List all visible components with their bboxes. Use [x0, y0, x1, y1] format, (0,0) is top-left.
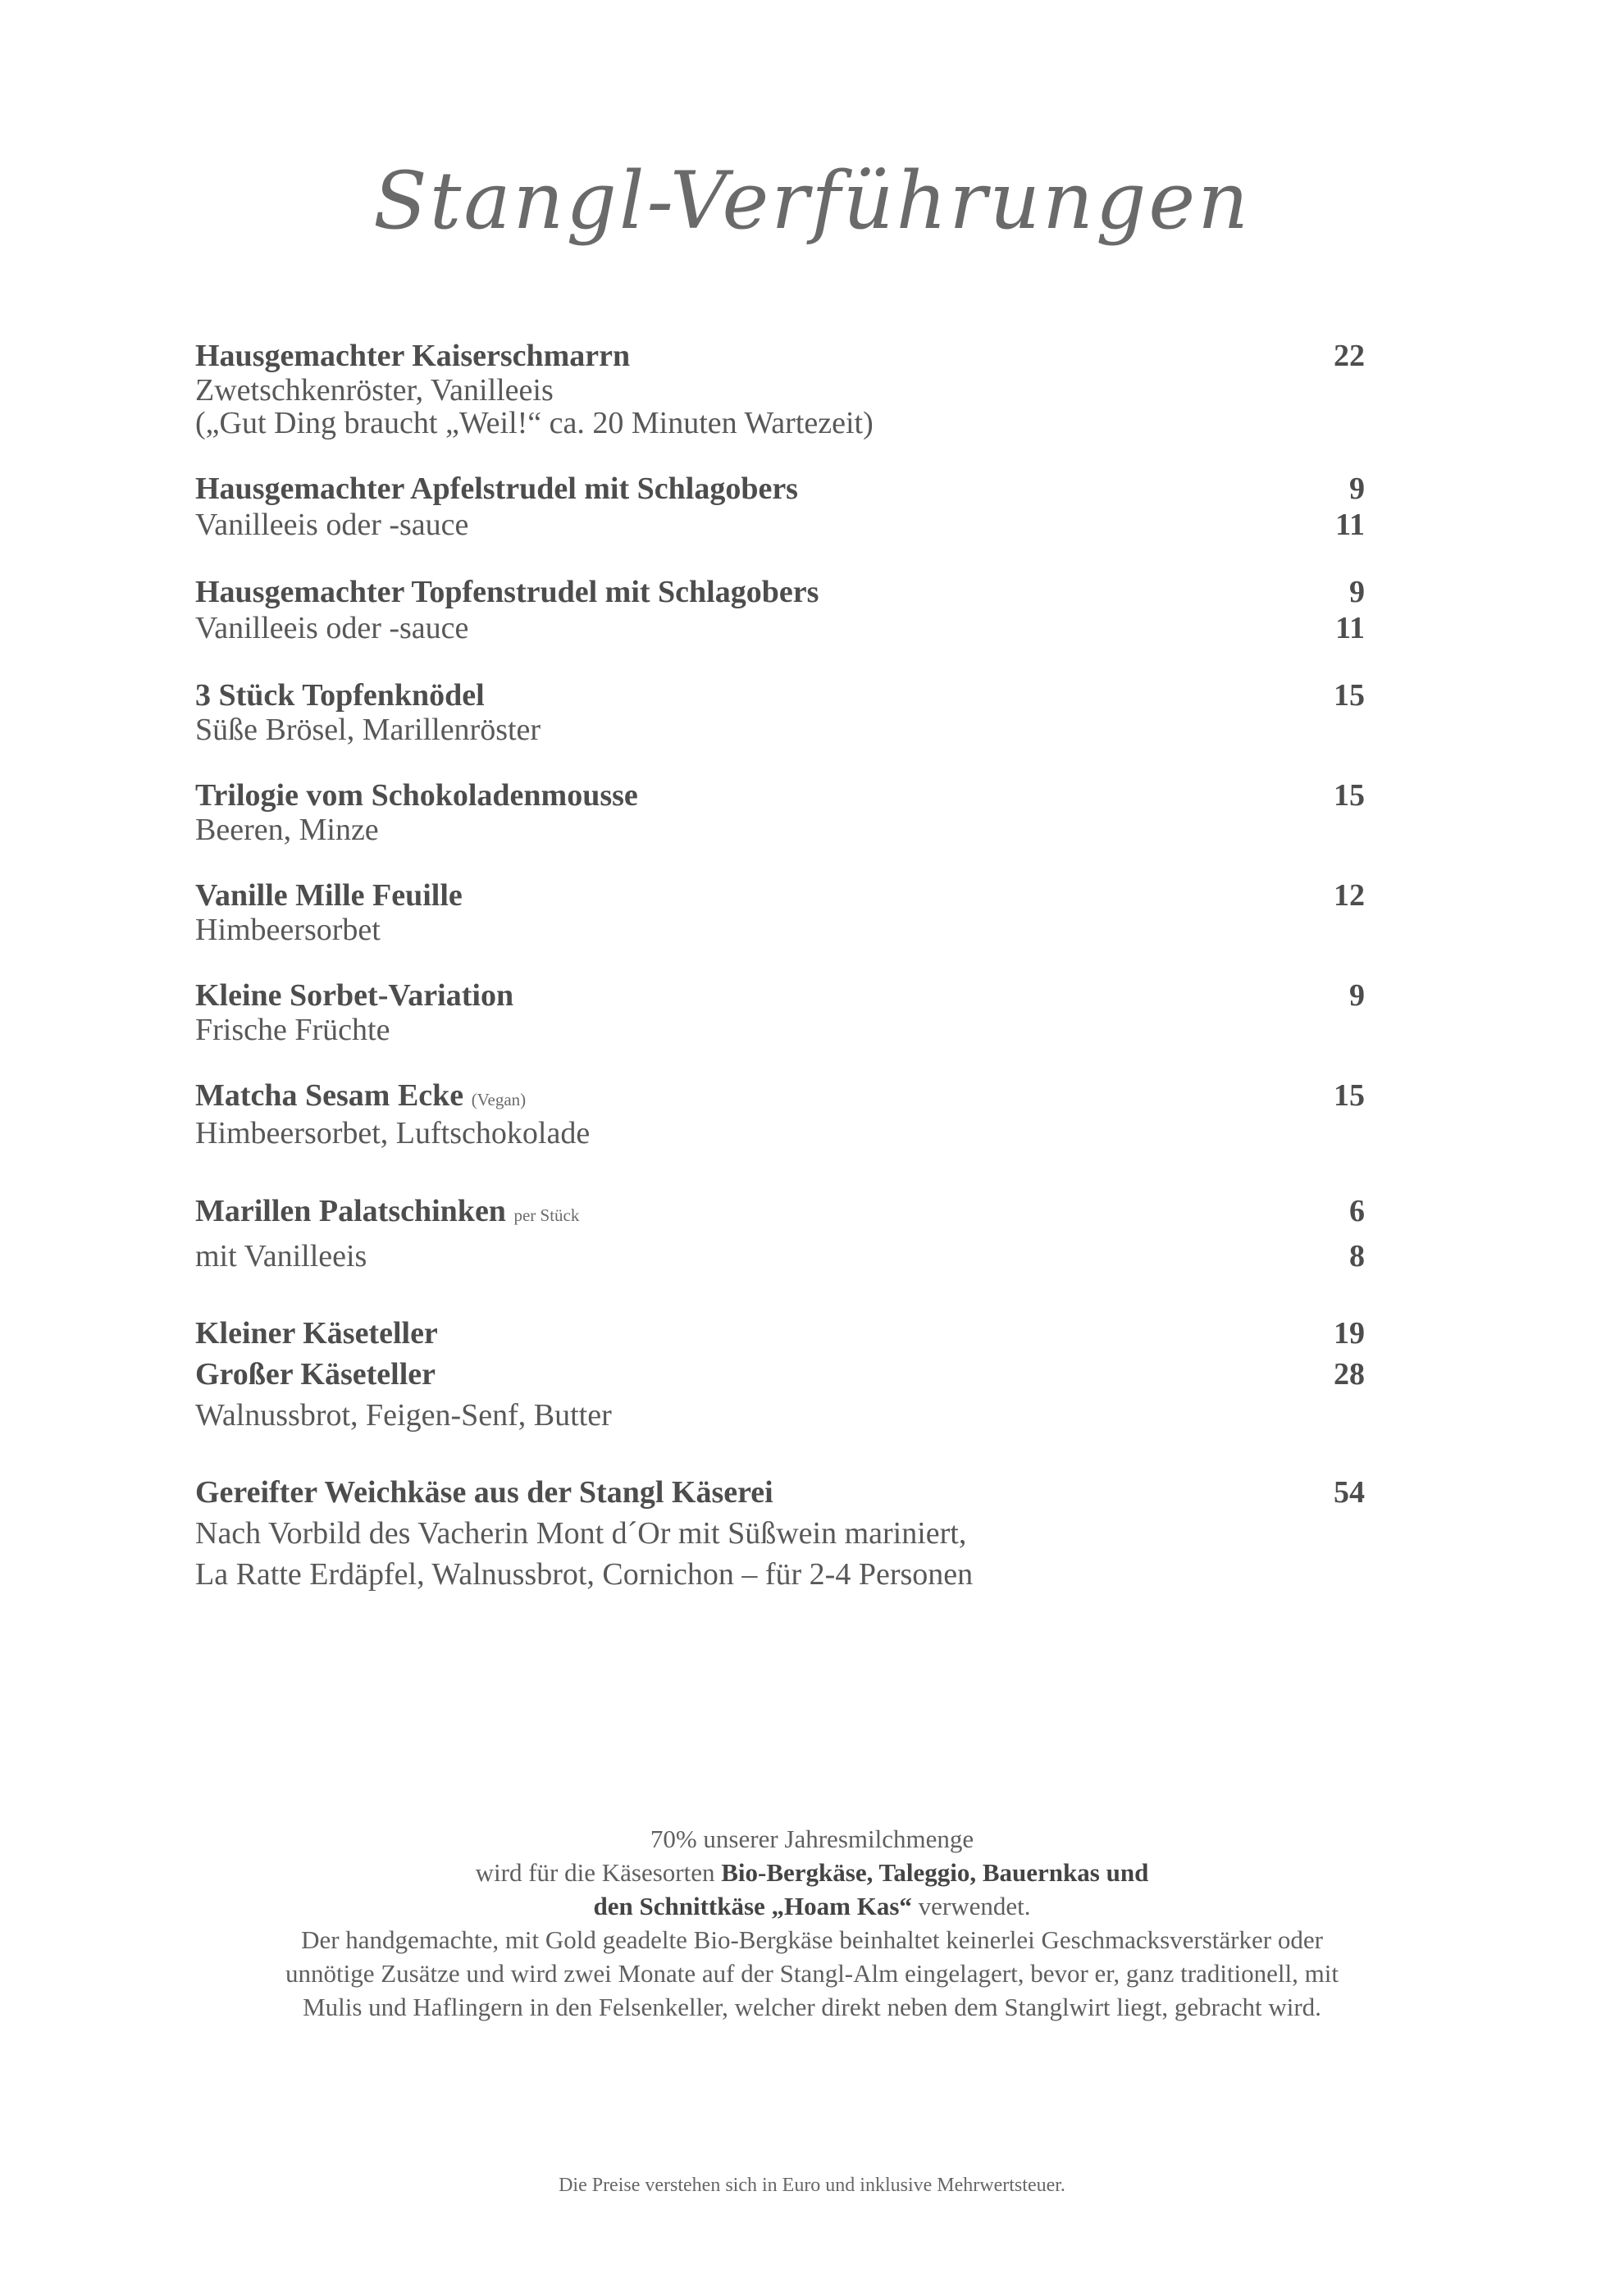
dish-price: 15	[1334, 678, 1365, 713]
description-line: mit Vanilleeis	[195, 1239, 367, 1273]
menu-item-header	[195, 1313, 1365, 1354]
menu-item-header	[195, 677, 1365, 713]
description-line: Nach Vorbild des Vacherin Mont d´Or mit Süßwein mariniert,	[195, 1516, 967, 1551]
cheese-info	[0, 1822, 1624, 2024]
dish-price: 54	[1334, 1475, 1365, 1510]
description-line: Zwetschkenröster, Vanilleeis	[195, 373, 554, 408]
option-price: 11	[1335, 508, 1365, 542]
menu-item-header	[195, 777, 1365, 813]
dish-name: Kleine Sorbet-Variation	[195, 978, 514, 1013]
dish-description	[195, 1513, 1365, 1554]
cheese-info-line: 70% unserer Jahresmilchmenge	[650, 1824, 974, 1853]
menu-item-header	[195, 1077, 1365, 1117]
dish-price: 15	[1334, 778, 1365, 813]
menu-item-header	[195, 1354, 1365, 1395]
dish-price: 9	[1349, 978, 1365, 1013]
dish-description	[195, 407, 1365, 440]
cheese-info-line	[0, 1889, 1624, 1923]
description-line: Vanilleeis oder -sauce	[195, 508, 469, 542]
dish-description	[195, 1395, 1365, 1436]
page-title: Stangl-Verführungen	[372, 155, 1252, 247]
dish-name-text: Matcha Sesam Ecke	[195, 1078, 464, 1113]
dish-price: 28	[1334, 1357, 1365, 1392]
menu-item-header	[195, 1472, 1365, 1513]
dish-name: Hausgemachter Topfenstrudel mit Schlagobers	[195, 575, 819, 609]
dish-note: per Stück	[513, 1205, 580, 1225]
dish-price: 22	[1334, 339, 1365, 373]
menu-item-weichkaese	[195, 1472, 1365, 1595]
cheese-info-text: verwendet.	[911, 1892, 1031, 1920]
menu-item-header	[195, 977, 1365, 1014]
cheese-info-line	[0, 1856, 1624, 1889]
dish-name: Hausgemachter Apfelstrudel mit Schlagobers	[195, 472, 798, 506]
cheese-info-text: wird für die Käsesorten	[475, 1858, 722, 1887]
description-line: Himbeersorbet, Luftschokolade	[195, 1116, 591, 1150]
dish-price: 12	[1334, 878, 1365, 913]
dish-name	[195, 1078, 526, 1117]
dish-description	[195, 1117, 1365, 1150]
dish-description	[195, 1236, 1365, 1277]
cheese-info-line: Mulis und Haflingern in den Felsenkeller, welcher direkt neben dem Stanglwirt liegt, gebracht wird.	[303, 1993, 1321, 2021]
dish-name: Gereifter Weichkäse aus der Stangl Käserei	[195, 1475, 773, 1510]
description-line: La Ratte Erdäpfel, Walnussbrot, Cornichon – für 2-4 Personen	[195, 1557, 974, 1592]
menu-item-matcha-sesam-ecke	[195, 1077, 1365, 1150]
option-price: 8	[1349, 1239, 1365, 1273]
cheese-info-bold: Bio-Bergkäse, Taleggio, Bauernkas und	[721, 1858, 1149, 1887]
dish-name: Trilogie vom Schokoladenmousse	[195, 778, 638, 813]
description-line: Himbeersorbet	[195, 913, 381, 947]
dish-description	[195, 713, 1365, 746]
menu-item-header	[195, 877, 1365, 913]
dish-note: (Vegan)	[471, 1090, 527, 1109]
cheese-info-line: Der handgemachte, mit Gold geadelte Bio-Bergkäse beinhaltet keinerlei Geschmacksverstärker oder	[301, 1925, 1323, 1954]
menu-item-kaiserschmarrn	[195, 338, 1365, 440]
dish-price: 15	[1334, 1078, 1365, 1113]
menu-item-header	[195, 574, 1365, 610]
dish-price: 6	[1349, 1194, 1365, 1228]
cheese-info-line: unnötige Zusätze und wird zwei Monate auf der Stangl-Alm eingelagert, bevor er, ganz traditionell, mit	[285, 1959, 1339, 1988]
description-line: Walnussbrot, Feigen-Senf, Butter	[195, 1398, 612, 1433]
option-price: 11	[1335, 611, 1365, 645]
dish-description	[195, 813, 1365, 846]
menu-item-kaeseteller	[195, 1313, 1365, 1436]
dish-name-text: Marillen Palatschinken	[195, 1194, 506, 1228]
menu-item-apfelstrudel	[195, 471, 1365, 543]
menu-item-schokoladenmousse	[195, 777, 1365, 846]
price-disclaimer: Die Preise verstehen sich in Euro und inklusive Mehrwertsteuer.	[559, 2175, 1065, 2196]
description-line: Beeren, Minze	[195, 813, 379, 847]
menu-item-topfenknoedel	[195, 677, 1365, 746]
dessert-menu	[195, 338, 1365, 1595]
cheese-info-bold: den Schnittkäse „Hoam Kas“	[593, 1892, 912, 1920]
dish-name: 3 Stück Topfenknödel	[195, 678, 485, 713]
dish-description	[195, 507, 1365, 543]
dish-description	[195, 374, 1365, 407]
dish-price: 9	[1349, 472, 1365, 506]
dish-price: 19	[1334, 1316, 1365, 1351]
dish-description	[195, 913, 1365, 946]
dish-price: 9	[1349, 575, 1365, 609]
dish-description	[195, 610, 1365, 646]
description-line: („Gut Ding braucht „Weil!“ ca. 20 Minuten Wartezeit)	[195, 406, 874, 440]
dish-description	[195, 1554, 1365, 1595]
menu-item-sorbet-variation	[195, 977, 1365, 1046]
menu-item-mille-feuille	[195, 877, 1365, 946]
dish-description	[195, 1014, 1365, 1046]
menu-item-header	[195, 1191, 1365, 1236]
description-line: Vanilleeis oder -sauce	[195, 611, 469, 645]
description-line: Süße Brösel, Marillenröster	[195, 713, 541, 747]
dish-name: Hausgemachter Kaiserschmarrn	[195, 339, 631, 373]
menu-item-palatschinken	[195, 1191, 1365, 1277]
menu-item-header	[195, 338, 1365, 374]
description-line: Frische Früchte	[195, 1013, 390, 1047]
menu-item-topfenstrudel	[195, 574, 1365, 646]
dish-name: Großer Käseteller	[195, 1357, 436, 1392]
dish-name	[195, 1191, 579, 1236]
dish-name: Kleiner Käseteller	[195, 1316, 438, 1351]
dish-name: Vanille Mille Feuille	[195, 878, 463, 913]
menu-item-header	[195, 471, 1365, 507]
